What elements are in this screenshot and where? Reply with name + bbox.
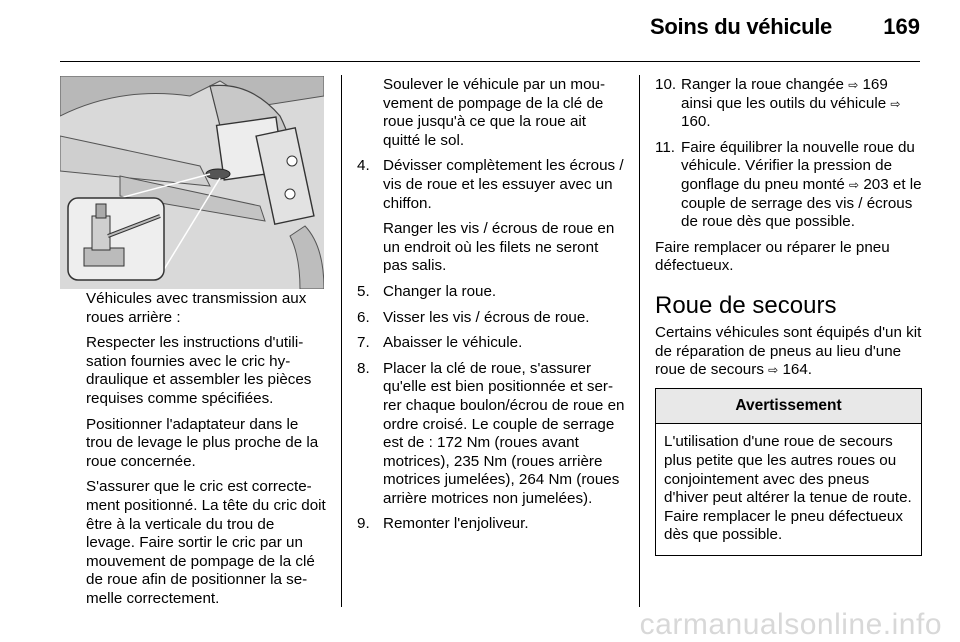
page-reference[interactable]: 203 xyxy=(863,175,889,193)
paragraph: Respecter les instructions d'utilisation fournies avec le cric hydraulique et assembler les pièces requises comme spécifiées. xyxy=(86,334,312,407)
page-reference[interactable]: 160 xyxy=(681,113,707,131)
column-2 xyxy=(357,76,625,541)
step-text: Visser les vis / écrous de roue. xyxy=(383,308,590,326)
step-text: Faire équilibrer la nouvelle roue du véhicule. Vérifier la pression de gonflage du pneu monté ⇨ 203 et le couple de serrage des vis / écrous de roue dès que possible. xyxy=(681,138,922,231)
step-10 xyxy=(655,76,922,132)
column-1 xyxy=(86,290,326,616)
warning-title: Avertissement xyxy=(656,389,921,425)
step-text: Abaisser le véhicule. xyxy=(383,334,523,352)
paragraph: Positionner l'adaptateur dans le trou de levage le plus proche de la roue concernée. xyxy=(86,415,319,470)
page-reference-arrow-icon: ⇨ xyxy=(890,96,901,111)
step-text: Placer la clé de roue, s'assurer qu'elle est bien positionnée et serrer chaque boulon/écrou de roue en ordre croisé. Le couple de serrage est de : 172 Nm (roues avant motrices), 235 Nm (roues arrière motrices jumelées), 264 Nm (roues arrière motrices non jumelées). xyxy=(383,359,625,507)
step-7 xyxy=(357,334,625,353)
step-4 xyxy=(357,157,625,276)
step-11 xyxy=(655,139,922,232)
jack-under-vehicle-image xyxy=(60,76,324,289)
column-divider-2 xyxy=(639,75,640,607)
step-9 xyxy=(357,515,625,534)
jack-illustration xyxy=(60,76,324,289)
page-number: 169 xyxy=(883,14,920,39)
step-text: Ranger la roue changée ⇨ 169 ainsi que les outils du véhicule ⇨ 160. xyxy=(681,76,901,131)
step-5 xyxy=(357,283,625,302)
step-3-continuation: Soulever le véhicule par un mouvement de pompage de la clé de roue jusqu'à ce que la roue ait quitté le sol. xyxy=(383,76,606,149)
watermark: carmanualsonline.info xyxy=(639,608,942,641)
step-text: Dévisser complètement les écrous / vis de roue et les essuyer avec un chiffon. xyxy=(383,157,624,212)
step-number: 4. xyxy=(357,157,370,175)
step-6 xyxy=(357,309,625,328)
step-number: 8. xyxy=(357,359,370,377)
section-heading: Roue de secours xyxy=(655,291,837,319)
step-number: 5. xyxy=(357,282,370,300)
paragraph: Faire remplacer ou réparer le pneu défectueux. xyxy=(655,238,890,275)
page-reference-arrow-icon: ⇨ xyxy=(849,177,860,192)
step-8 xyxy=(357,360,625,509)
paragraph: Véhicules avec transmission aux roues arrière : xyxy=(86,290,307,326)
section-text: Certains véhicules sont équipés d'un kit de réparation de pneus au lieu d'une roue de secours ⇨ 164. xyxy=(655,323,922,379)
step-number: 6. xyxy=(357,308,370,326)
page-title: Soins du véhicule xyxy=(650,14,832,39)
step-number: 9. xyxy=(357,515,370,533)
column-divider-1 xyxy=(341,75,342,607)
warning-box xyxy=(655,388,922,556)
step-text: Ranger les vis / écrous de roue en un endroit où les filets ne seront pas salis. xyxy=(383,220,615,275)
step-number: 7. xyxy=(357,334,370,352)
page-reference-arrow-icon: ⇨ xyxy=(768,363,779,378)
column-3 xyxy=(655,76,922,556)
paragraph: S'assurer que le cric est correctement positionné. La tête du cric doit être à la verticale du trou de levage. Faire sortir le cric par un mouvement de pompage de la clé de roue afin de positionner la semelle correctement. xyxy=(86,478,326,607)
page-reference[interactable]: 169 xyxy=(862,76,888,93)
header-divider xyxy=(60,61,920,62)
step-number: 10. xyxy=(655,76,677,93)
warning-text: L'utilisation d'une roue de secours plus petite que les autres roues ou conjointement avec des pneus d'hiver peut altérer la tenue de route. Faire remplacer le pneu défectueux dès que possible. xyxy=(664,433,912,544)
step-text: Changer la roue. xyxy=(383,282,497,300)
step-text: Remonter l'enjoliveur. xyxy=(383,515,529,533)
page-reference[interactable]: 164 xyxy=(782,361,808,379)
step-number: 11. xyxy=(655,138,675,156)
page-reference-arrow-icon: ⇨ xyxy=(848,78,859,92)
